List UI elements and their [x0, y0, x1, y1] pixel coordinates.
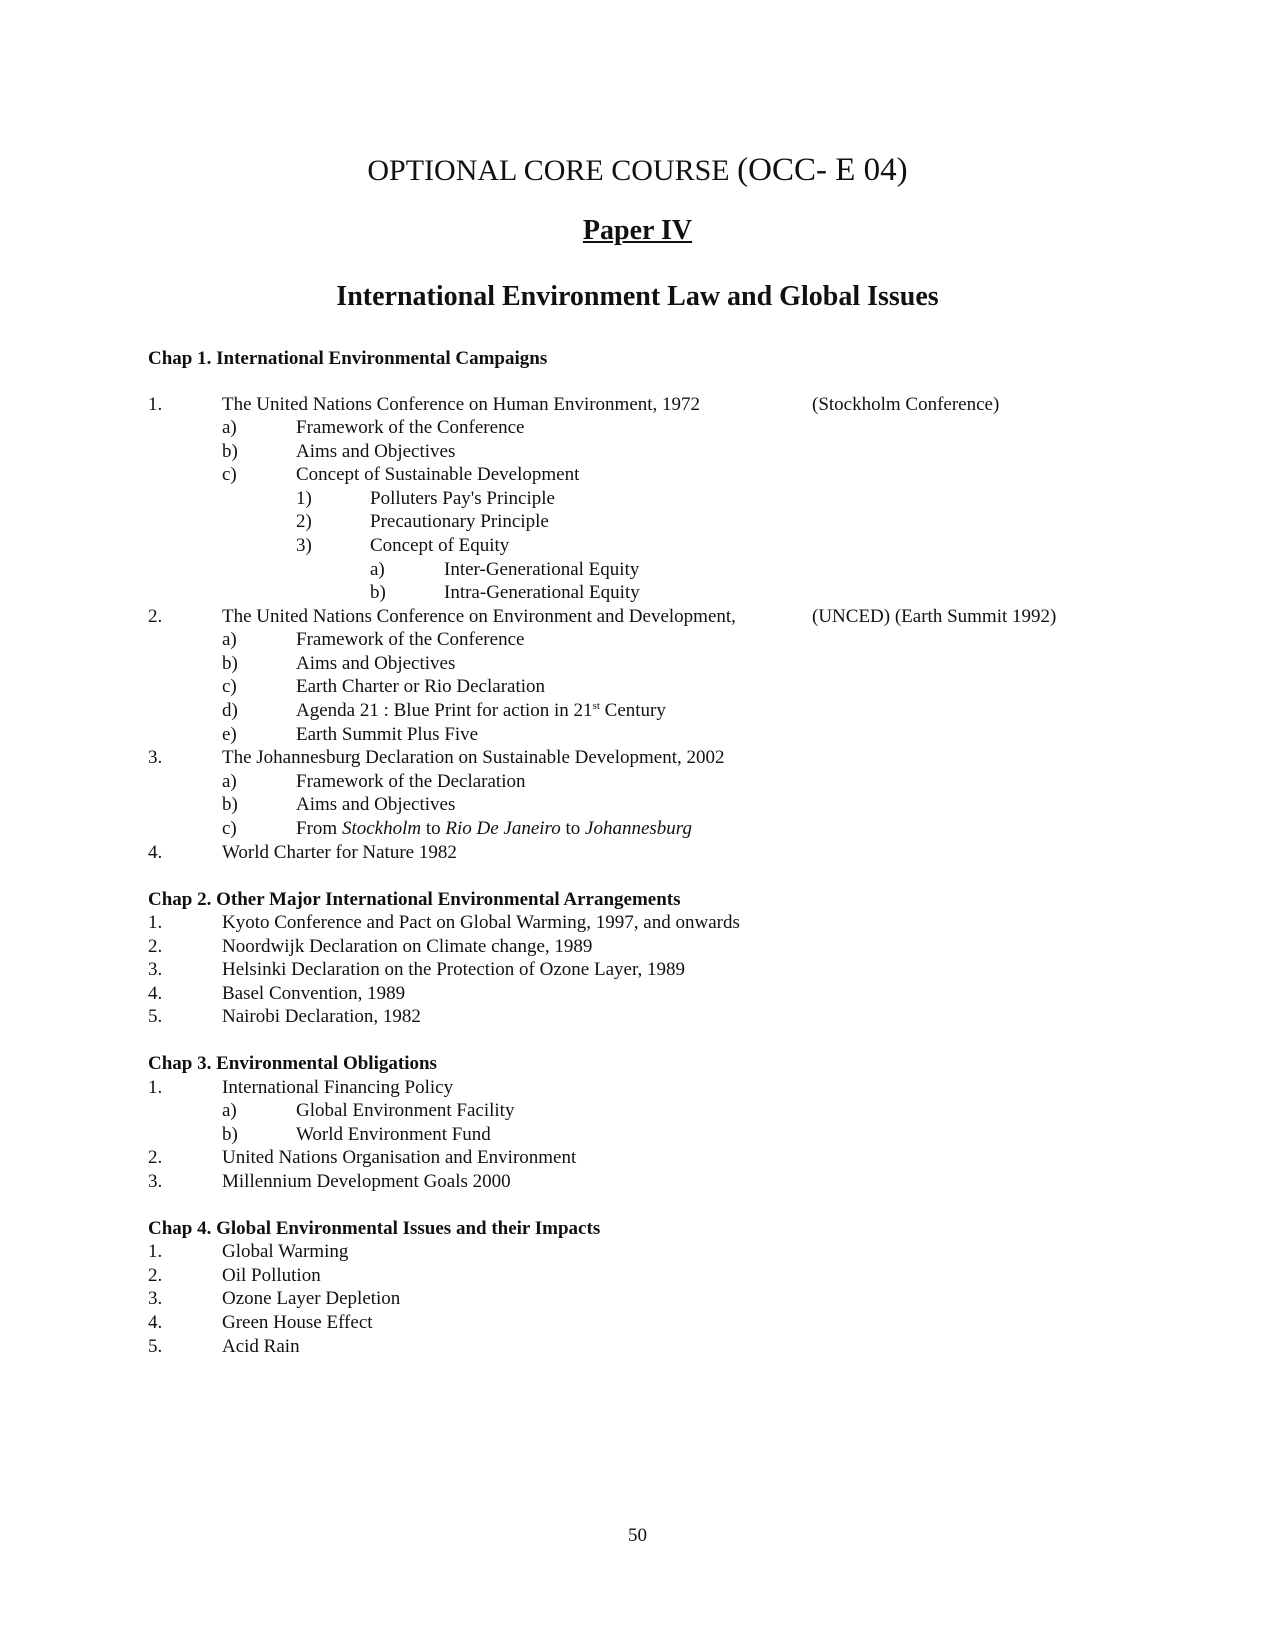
- list-number: b): [370, 582, 386, 603]
- list-item: Intra-Generational Equity: [444, 582, 640, 603]
- list-item: Nairobi Declaration, 1982: [222, 1006, 421, 1027]
- list-item: Framework of the Conference: [296, 629, 525, 650]
- list-item: Green House Effect: [222, 1312, 373, 1333]
- list-number: 4.: [148, 983, 163, 1004]
- list-item: Noordwijk Declaration on Climate change, 1989: [222, 936, 593, 957]
- list-item: Precautionary Principle: [370, 511, 549, 532]
- list-item: Acid Rain: [222, 1336, 300, 1357]
- list-number: 1.: [148, 1077, 163, 1098]
- list-item: The United Nations Conference on Environment and Development,: [222, 606, 736, 627]
- list-number: 3.: [148, 959, 163, 980]
- list-item-text: Agenda 21 : Blue Print for action in 21: [296, 700, 593, 721]
- list-number: a): [222, 417, 237, 438]
- list-item: Helsinki Declaration on the Protection of Ozone Layer, 1989: [222, 959, 686, 980]
- subject-title: International Environment Law and Global Issues: [336, 281, 939, 312]
- list-item: Basel Convention, 1989: [222, 983, 406, 1004]
- course-code: (OCC- E 04): [737, 152, 908, 188]
- list-number: 2.: [148, 1147, 163, 1168]
- list-number: b): [222, 441, 238, 462]
- course-title: [0, 150, 1275, 191]
- list-item: Earth Summit Plus Five: [296, 724, 479, 745]
- italic-text: Stockholm: [341, 818, 422, 839]
- list-item: The United Nations Conference on Human Environment, 1972: [222, 394, 701, 415]
- list-number: 2.: [148, 936, 163, 957]
- list-number: c): [222, 818, 237, 839]
- list-item-note: (UNCED) (Earth Summit 1992): [812, 606, 1057, 627]
- list-item-text: Century: [599, 700, 666, 721]
- list-number: 5.: [148, 1336, 163, 1357]
- list-item-text: From: [296, 818, 342, 839]
- list-item: [296, 817, 692, 841]
- list-item-note: (Stockholm Conference): [812, 394, 1000, 415]
- list-number: a): [222, 629, 237, 650]
- list-item: Aims and Objectives: [296, 441, 456, 462]
- list-number: 2): [296, 511, 312, 532]
- list-item: United Nations Organisation and Environment: [222, 1147, 577, 1168]
- list-item: Ozone Layer Depletion: [222, 1288, 401, 1309]
- course-title-prefix: OPTIONAL CORE COURSE: [367, 154, 738, 187]
- list-item: Aims and Objectives: [296, 653, 456, 674]
- list-number: b): [222, 794, 238, 815]
- list-item-text: to: [421, 818, 446, 839]
- list-number: 3.: [148, 1171, 163, 1192]
- list-number: 1.: [148, 394, 163, 415]
- list-item: World Charter for Nature 1982: [222, 842, 457, 863]
- list-item: Concept of Sustainable Development: [296, 464, 580, 485]
- list-number: 3): [296, 535, 312, 556]
- list-number: 3.: [148, 1288, 163, 1309]
- list-item: Global Warming: [222, 1241, 349, 1262]
- list-item: Kyoto Conference and Pact on Global Warming, 1997, and onwards: [222, 912, 740, 933]
- paper-title: Paper IV: [582, 215, 693, 246]
- list-item: The Johannesburg Declaration on Sustainable Development, 2002: [222, 747, 725, 768]
- list-item: Framework of the Declaration: [296, 771, 526, 792]
- list-number: 3.: [148, 747, 163, 768]
- list-item: Aims and Objectives: [296, 794, 456, 815]
- list-number: 1.: [148, 1241, 163, 1262]
- list-number: c): [222, 676, 237, 697]
- list-item: Inter-Generational Equity: [444, 559, 640, 580]
- list-item: Framework of the Conference: [296, 417, 525, 438]
- superscript: st: [592, 700, 600, 712]
- italic-text: Rio De Janeiro: [445, 818, 561, 839]
- list-item: Concept of Equity: [370, 535, 510, 556]
- list-item: Global Environment Facility: [296, 1100, 515, 1121]
- list-number: d): [222, 700, 238, 721]
- list-number: b): [222, 653, 238, 674]
- list-item: International Financing Policy: [222, 1077, 454, 1098]
- list-number: 1): [296, 488, 312, 509]
- chapter-heading: Chap 3. Environmental Obligations: [148, 1053, 437, 1074]
- list-number: 4.: [148, 1312, 163, 1333]
- italic-text: Johannesburg: [585, 818, 692, 839]
- chapter-heading: Chap 4. Global Environmental Issues and their Impacts: [148, 1218, 601, 1239]
- list-number: 4.: [148, 842, 163, 863]
- list-number: e): [222, 724, 237, 745]
- list-number: 5.: [148, 1006, 163, 1027]
- list-number: a): [370, 559, 385, 580]
- page-number: 50: [628, 1525, 647, 1546]
- list-item: Polluters Pay's Principle: [370, 488, 555, 509]
- list-number: 1.: [148, 912, 163, 933]
- list-number: 2.: [148, 606, 163, 627]
- list-item: Earth Charter or Rio Declaration: [296, 676, 546, 697]
- list-item-text: to: [560, 818, 586, 839]
- list-item: World Environment Fund: [296, 1124, 491, 1145]
- list-item: Millennium Development Goals 2000: [222, 1171, 511, 1192]
- list-number: b): [222, 1124, 238, 1145]
- list-item: Oil Pollution: [222, 1265, 321, 1286]
- chapter-heading: Chap 2. Other Major International Environmental Arrangements: [148, 889, 681, 910]
- list-number: c): [222, 464, 237, 485]
- list-number: a): [222, 1100, 237, 1121]
- list-item: [296, 699, 666, 723]
- chapter-heading: Chap 1. International Environmental Campaigns: [148, 348, 548, 369]
- list-number: 2.: [148, 1265, 163, 1286]
- list-number: a): [222, 771, 237, 792]
